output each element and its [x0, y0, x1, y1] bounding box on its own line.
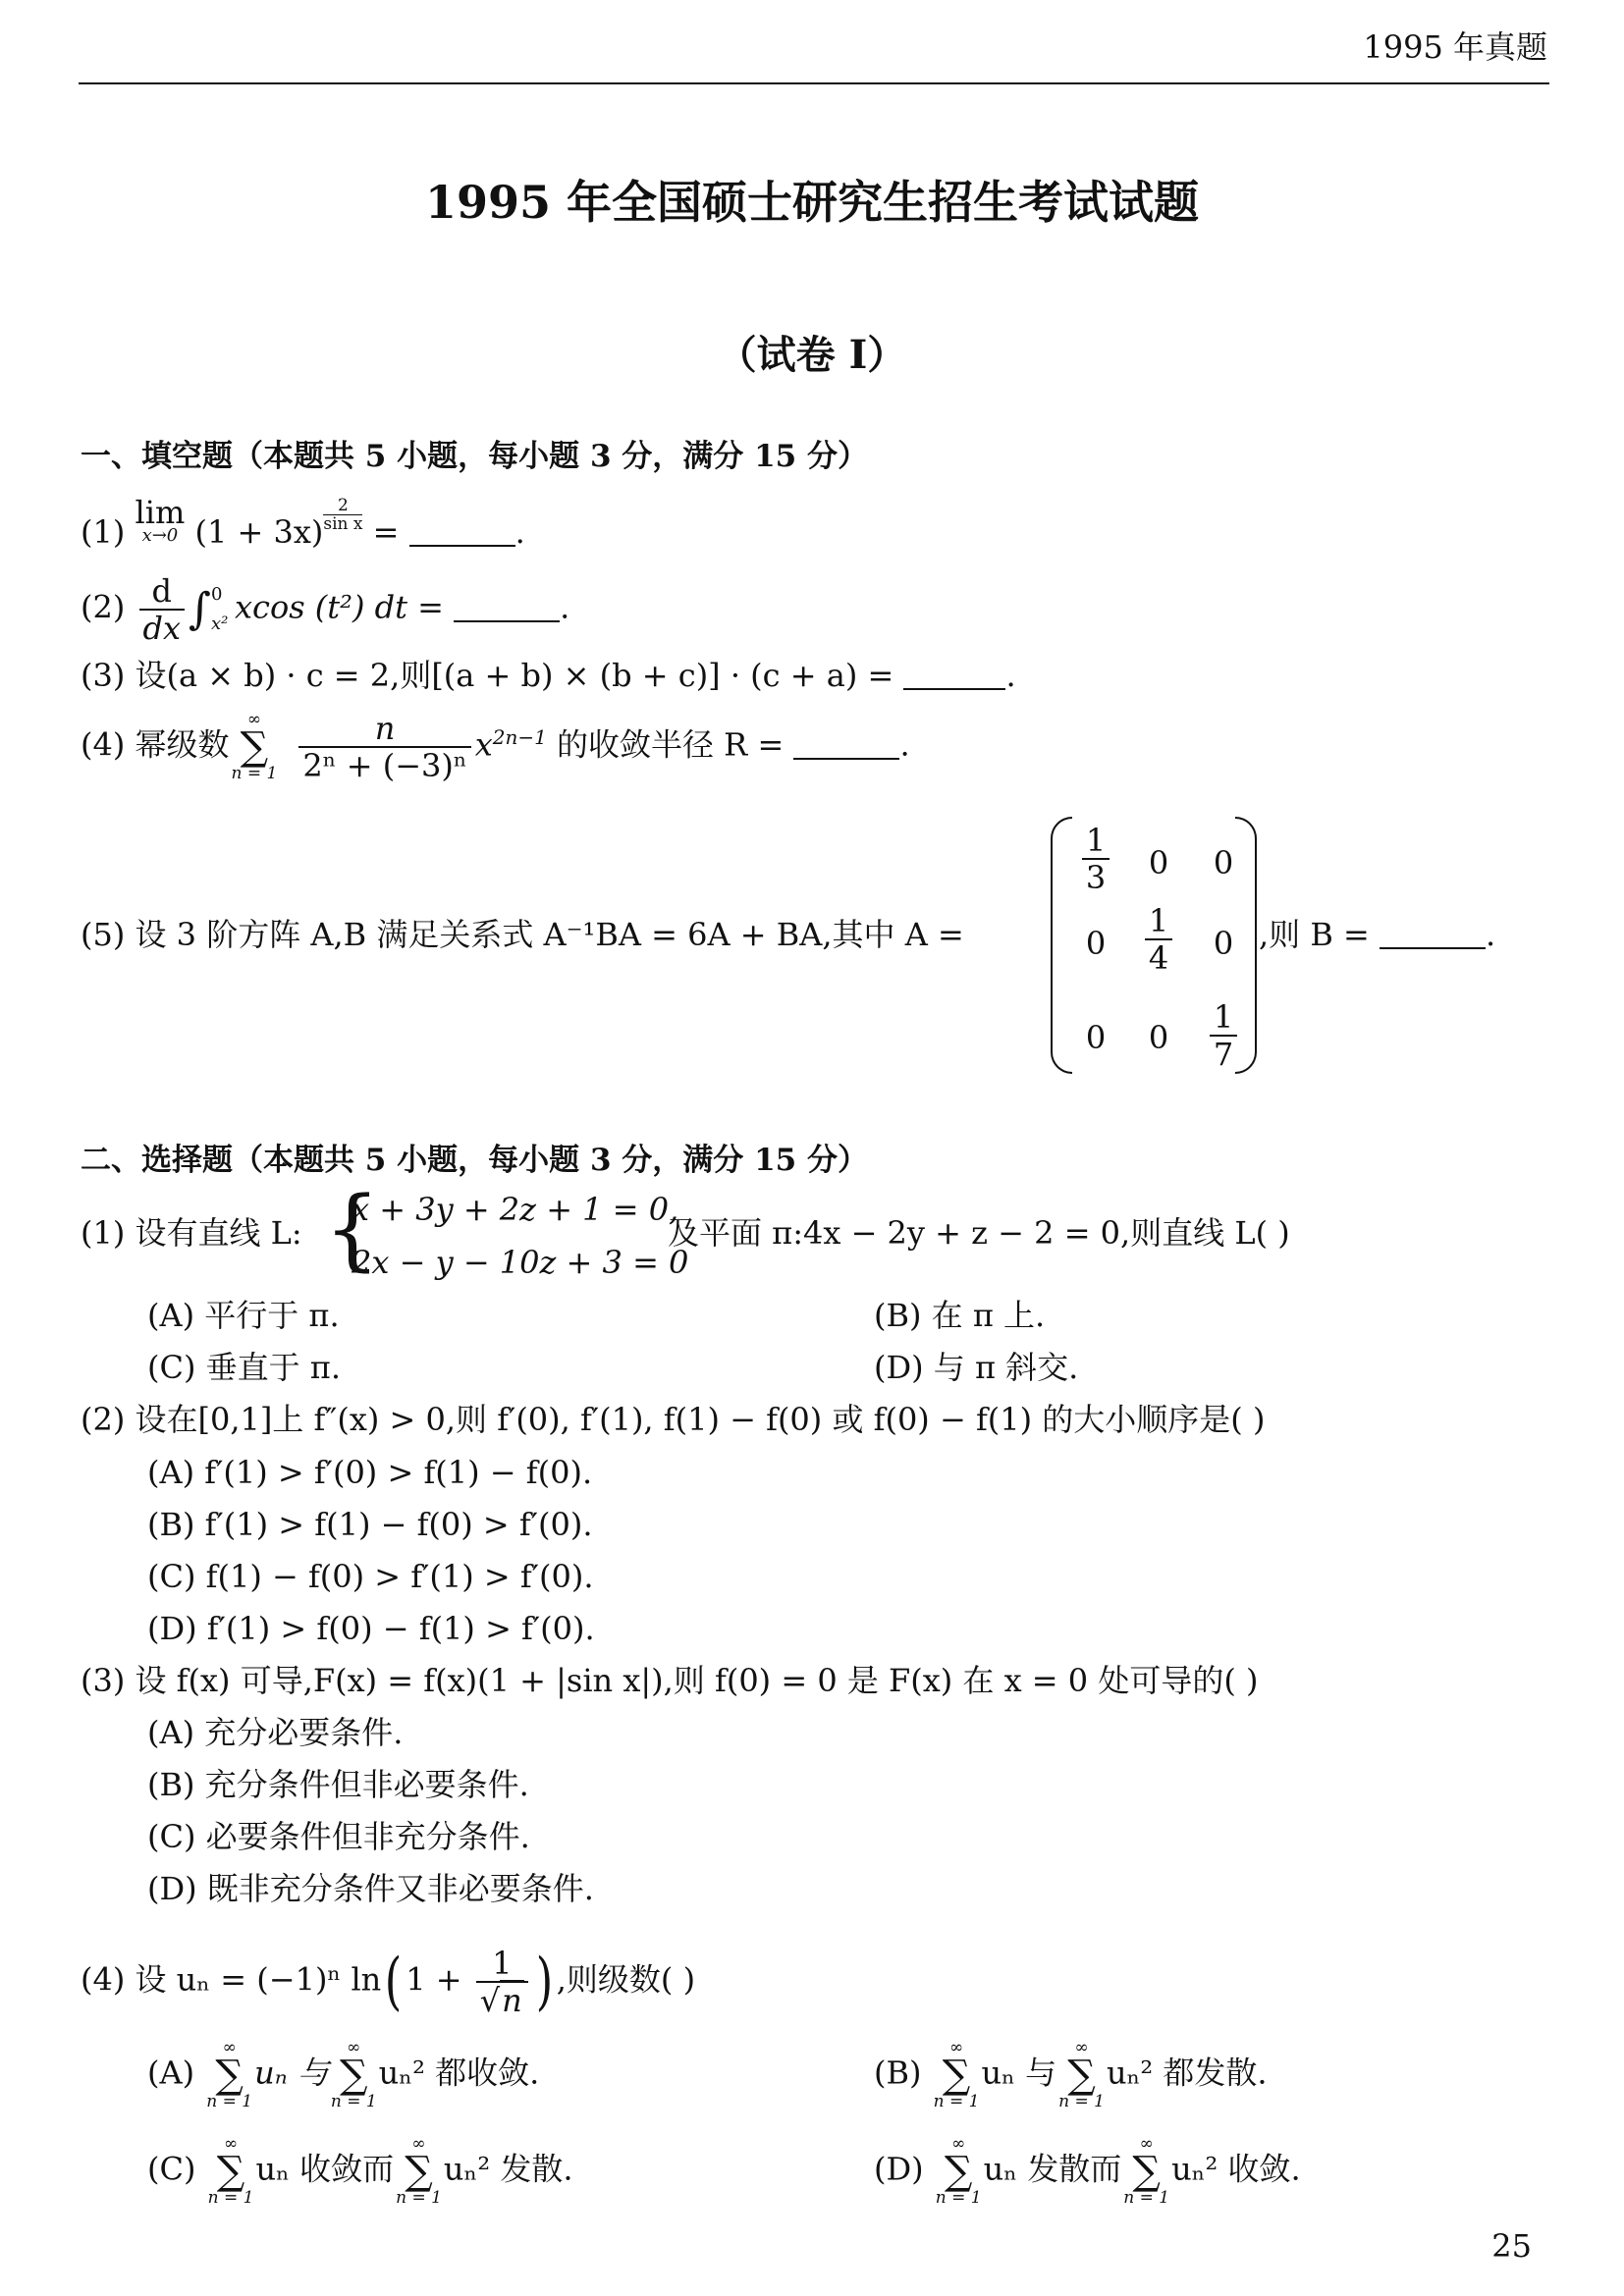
series-term-fraction: $\frac{n}{\text{2ⁿ + (−3)ⁿ}}$	[298, 711, 470, 783]
option-B[interactable]: (B) 在 π 上.	[874, 1297, 1046, 1334]
option-B[interactable]: (B) 充分条件但非必要条件.	[147, 1766, 529, 1803]
lim-base: (1 + 3x)	[194, 513, 324, 551]
q-number: (1)	[81, 513, 126, 551]
equals: =	[417, 588, 455, 626]
option-D[interactable]: (D) ∞ ∑ n = 1 uₙ 发散而 ∞ ∑ n = 1 uₙ² 收敛.	[874, 2134, 1301, 2208]
answer-blank[interactable]	[1380, 922, 1486, 949]
option-C[interactable]: (C) ∞ ∑ n = 1 uₙ 收敛而 ∞ ∑ n = 1 uₙ² 发散.	[147, 2134, 573, 2208]
header-rule	[79, 82, 1549, 84]
choice-q2	[81, 1400, 1265, 1439]
sum-sign: ∞ ∑ n = 1	[396, 2134, 442, 2208]
question-prefix: 设有直线 L:	[135, 1214, 302, 1252]
fill-q5	[81, 915, 964, 954]
sum-sign: ∞ ∑ n = 1	[231, 710, 278, 783]
answer-blank[interactable]	[903, 663, 1005, 690]
option-D[interactable]: (D) 与 π 斜交.	[874, 1349, 1079, 1386]
option-B[interactable]: (B) f′(1) > f(1) − f(0) > f′(0).	[147, 1506, 593, 1543]
matrix-cell: 0	[1148, 1019, 1169, 1056]
question-prefix: 幂级数	[135, 725, 230, 764]
matrix-cell: $\frac{1}{4}$	[1145, 903, 1172, 976]
lim-subscript: x→0	[141, 525, 179, 546]
system-brace: {	[324, 1178, 381, 1281]
section1-heading: 一、填空题（本题共 5 小题，每小题 3 分，满分 15 分）	[81, 439, 869, 474]
matrix-A	[1051, 817, 1257, 1073]
option-A[interactable]: (A) 充分必要条件.	[147, 1714, 404, 1751]
equals: =	[372, 513, 409, 551]
matrix-cell: 0	[1148, 844, 1169, 881]
sum-sign: ∞ ∑ n = 1	[1058, 2038, 1105, 2111]
sum-sign: ∞ ∑ n = 1	[330, 2038, 377, 2111]
fill-q2: (2) $\frac{d}{dx}$ ∫ 0 x² xcos (t²) dt = .	[81, 572, 570, 647]
option-D[interactable]: (D) f′(1) > f(0) − f(1) > f′(0).	[147, 1610, 595, 1647]
fill-q4: (4) 幂级数 ∞ ∑ n = 1 $\frac{n}{\text{2ⁿ + (−3)ⁿ}}$ $x^{2n-1}$ 的收敛半径 R = .	[81, 710, 910, 784]
question-suffix: ,则级数( )	[556, 1960, 696, 1999]
choice-q1	[81, 1213, 302, 1253]
option-D[interactable]: (D) 既非充分条件又非必要条件.	[147, 1870, 594, 1907]
question-text: 设在[0,1]上 f″(x) > 0,则 f′(0), f′(1), f(1) − f(0) 或 f(0) − f(1) 的大小顺序是( )	[135, 1401, 1266, 1438]
lim-word: lim	[135, 494, 186, 531]
question-suffix: 的收敛半径 R =	[557, 725, 794, 764]
q-number: (4)	[81, 725, 126, 764]
matrix-cell: 0	[1213, 925, 1234, 962]
question-prefix: 设 uₙ = (−1)ⁿ ln	[135, 1960, 382, 1999]
integrand: xcos (t²) dt	[234, 588, 407, 626]
sum-sign: ∞ ∑ n = 1	[1123, 2134, 1170, 2208]
right-paren: )	[535, 1946, 554, 2018]
q-number: (4)	[81, 1960, 126, 1999]
line-equation-1: x + 3y + 2z + 1 = 0,	[352, 1191, 679, 1228]
derivative-operator: $\frac{d}{dx}$	[139, 573, 186, 646]
section2-heading: 二、选择题（本题共 5 小题，每小题 3 分，满分 15 分）	[81, 1143, 869, 1178]
fill-q3: (3) 设(a × b) · c = 2,则[(a + b) × (b + c)] · (c + a) = .	[81, 657, 1016, 694]
answer-blank[interactable]	[793, 732, 899, 760]
integral-sign: ∫	[189, 584, 211, 634]
matrix-cell: 0	[1085, 925, 1107, 962]
question-suffix: ,则 B =	[1259, 916, 1380, 953]
q-number: (1)	[81, 1214, 126, 1252]
option-B[interactable]: (B) ∞ ∑ n = 1 uₙ 与 ∞ ∑ n = 1 uₙ² 都发散.	[874, 2038, 1268, 2111]
fill-q5-tail: ,则 B = .	[1259, 916, 1496, 953]
option-A[interactable]: (A) f′(1) > f′(0) > f(1) − f(0).	[147, 1454, 593, 1491]
page-number: 25	[1491, 2227, 1532, 2265]
question-suffix: 及平面 π:4x − 2y + z − 2 = 0,则直线 L( )	[668, 1214, 1290, 1252]
option-C[interactable]: (C) 必要条件但非充分条件.	[147, 1818, 530, 1855]
sum-sign: ∞ ∑ n = 1	[933, 2038, 980, 2111]
q-number: (3)	[81, 1662, 126, 1699]
reciprocal-sqrt-fraction: $\frac{1}{√n}$	[476, 1946, 528, 2018]
question-text: 设 3 阶方阵 A,B 满足关系式 A⁻¹BA = 6A + BA,其中 A =	[135, 916, 964, 953]
page-title: 1995 年全国硕士研究生招生考试试题	[424, 176, 1200, 229]
option-A[interactable]: (A) 平行于 π.	[147, 1297, 340, 1334]
matrix-cell: $\frac{1}{3}$	[1082, 823, 1110, 895]
power-exponent: 2n−1	[492, 724, 547, 749]
paren-inner: 1 +	[406, 1960, 472, 1999]
option-C[interactable]: (C) 垂直于 π.	[147, 1349, 342, 1386]
question-text: 设(a × b) · c = 2,则[(a + b) × (b + c)] · (c + a) =	[135, 657, 904, 694]
question-text: 设 f(x) 可导,F(x) = f(x)(1 + |sin x|),则 f(0) = 0 是 F(x) 在 x = 0 处可导的( )	[135, 1662, 1259, 1699]
fill-q1: (1) lim x→0 (1 + 3x) $\frac{2}{\text{sin x}}$ = .	[81, 494, 525, 551]
exponent-fraction: $\frac{2}{\text{sin x}}$	[323, 496, 363, 534]
integral-lower: x²	[210, 614, 229, 634]
power-base: x	[474, 725, 493, 764]
running-title: 1995 年真题	[1363, 28, 1547, 66]
q-number: (5)	[81, 916, 126, 953]
matrix-cell: 0	[1085, 1019, 1107, 1056]
answer-blank[interactable]	[454, 595, 560, 622]
matrix-cell: $\frac{1}{7}$	[1210, 999, 1237, 1072]
q-number: (2)	[81, 588, 126, 626]
choice-q4	[81, 1946, 695, 2018]
q-number: (2)	[81, 1401, 126, 1438]
option-C[interactable]: (C) f(1) − f(0) > f′(1) > f′(0).	[147, 1558, 594, 1595]
sum-sign: ∞ ∑ n = 1	[935, 2134, 982, 2208]
integral-upper: 0	[210, 584, 223, 605]
choice-q3	[81, 1661, 1258, 1700]
matrix-cell: 0	[1213, 844, 1234, 881]
q-number: (3)	[81, 657, 126, 694]
option-A[interactable]: (A) ∞ ∑ n = 1 uₙ 与 ∞ ∑ n = 1 uₙ² 都收敛.	[147, 2038, 540, 2111]
line-equation-2: 2x − y − 10z + 3 = 0	[352, 1244, 689, 1281]
sum-sign: ∞ ∑ n = 1	[206, 2038, 253, 2111]
left-paren: (	[385, 1946, 403, 2018]
answer-blank[interactable]	[409, 519, 515, 547]
paper-subtitle: （试卷 Ⅰ）	[717, 332, 907, 378]
sum-sign: ∞ ∑ n = 1	[207, 2134, 254, 2208]
